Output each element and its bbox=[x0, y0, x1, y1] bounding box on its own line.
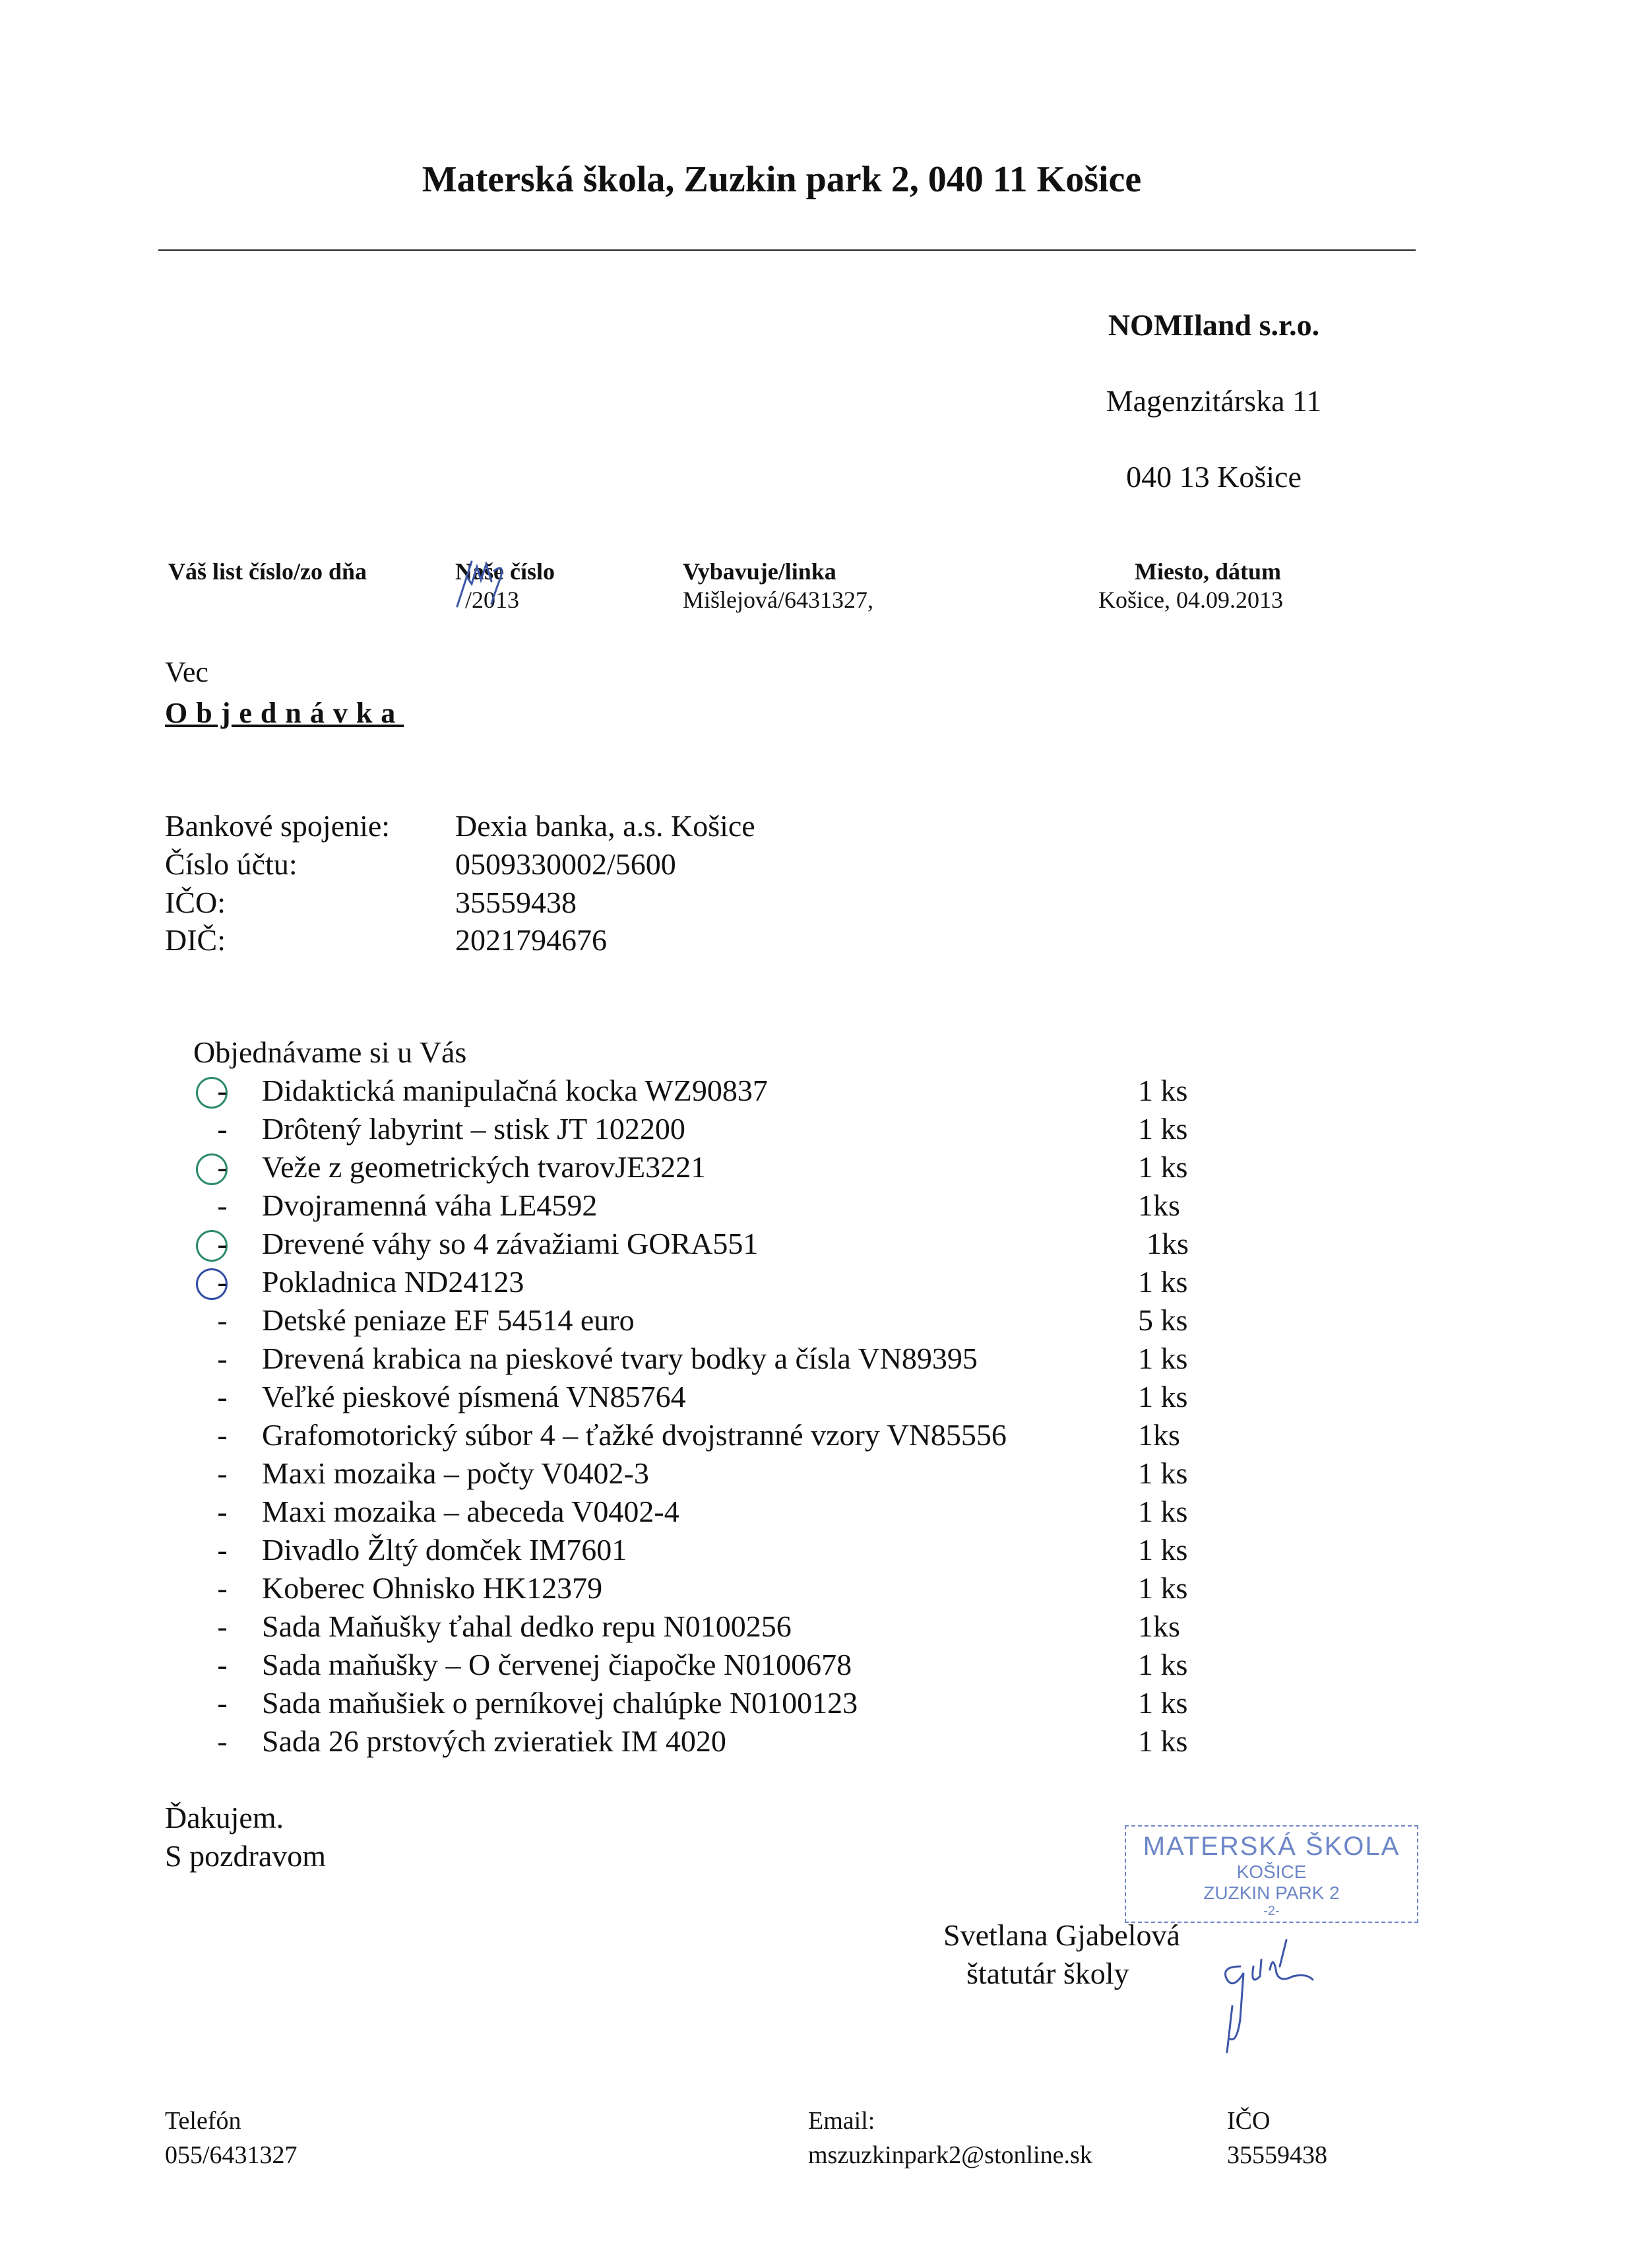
header-divider bbox=[158, 249, 1416, 251]
ico-label: IČO: bbox=[165, 886, 226, 919]
stamp-line: KOŠICE bbox=[1236, 1862, 1307, 1882]
item-quantity: 1 ks bbox=[1138, 1456, 1188, 1490]
item-name: Koberec Ohnisko HK12379 bbox=[262, 1571, 603, 1605]
ico-row bbox=[165, 885, 577, 920]
account-number-row bbox=[165, 847, 676, 882]
item-quantity: 1 ks bbox=[1138, 1724, 1188, 1758]
dic-row bbox=[165, 923, 607, 957]
item-bullet: - bbox=[217, 1495, 228, 1528]
handwritten-order-number bbox=[452, 558, 511, 610]
item-name: Drevená krabica na pieskové tvary bodky a čísla VN89395 bbox=[262, 1342, 978, 1375]
footer-ico-label: IČO bbox=[1227, 2107, 1271, 2135]
item-name: Grafomotorický súbor 4 – ťažké dvojstranné vzory VN85556 bbox=[262, 1418, 1007, 1452]
handled-by-value: Mišlejová/6431327, bbox=[683, 587, 873, 613]
recipient-city: 040 13 Košice bbox=[1126, 460, 1302, 494]
item-name: Veže z geometrických tvarovJE3221 bbox=[262, 1150, 707, 1184]
recipient-address bbox=[1029, 287, 1399, 515]
bank-value: Dexia banka, a.s. Košice bbox=[455, 809, 755, 843]
bank-label: Bankové spojenie: bbox=[165, 809, 391, 843]
item-quantity: 1ks bbox=[1138, 1418, 1180, 1452]
item-name: Drôtený labyrint – stisk JT 102200 bbox=[262, 1112, 685, 1146]
item-name: Maxi mozaika – abeceda V0402-4 bbox=[262, 1495, 679, 1528]
item-bullet: - bbox=[217, 1456, 228, 1490]
stamp-line: ZUZKIN PARK 2 bbox=[1203, 1883, 1340, 1903]
closing-regards: S pozdravom bbox=[165, 1839, 327, 1873]
item-quantity: 1 ks bbox=[1138, 1495, 1188, 1528]
item-bullet: - bbox=[217, 1724, 228, 1758]
school-stamp bbox=[1125, 1825, 1418, 1923]
signer-role: štatutár školy bbox=[966, 1957, 1129, 1990]
item-name: Drevené váhy so 4 závažiami GORA551 bbox=[262, 1227, 759, 1260]
order-intro: Objednávame si u Vás bbox=[193, 1035, 467, 1069]
item-bullet: - bbox=[217, 1418, 228, 1452]
item-name: Dvojramenná váha LE4592 bbox=[262, 1188, 598, 1222]
item-name: Maxi mozaika – počty V0402-3 bbox=[262, 1456, 649, 1490]
item-quantity: 1 ks bbox=[1138, 1648, 1188, 1681]
item-bullet: - bbox=[217, 1303, 228, 1337]
place-date-value: Košice, 04.09.2013 bbox=[1098, 587, 1283, 613]
subject-title: Objednávka bbox=[165, 697, 404, 729]
dic-label: DIČ: bbox=[165, 923, 226, 957]
handled-by-label: Vybavuje/linka bbox=[683, 558, 836, 585]
item-name: Divadlo Žltý domček IM7601 bbox=[262, 1533, 627, 1567]
item-bullet: - bbox=[217, 1533, 228, 1567]
item-bullet: - bbox=[217, 1609, 228, 1643]
item-quantity: 1 ks bbox=[1138, 1265, 1188, 1299]
place-date-label: Miesto, dátum bbox=[1135, 558, 1281, 585]
footer-ico bbox=[1227, 2104, 1327, 2172]
email-value: mszuzkinpark2@stonline.sk bbox=[808, 2141, 1092, 2169]
item-name: Pokladnica ND24123 bbox=[262, 1265, 524, 1299]
signer-name: Svetlana Gjabelová bbox=[943, 1918, 1180, 1952]
item-bullet: - bbox=[217, 1342, 228, 1375]
item-quantity: 1 ks bbox=[1138, 1686, 1188, 1720]
item-quantity: 5 ks bbox=[1138, 1303, 1188, 1337]
item-quantity: 1 ks bbox=[1138, 1112, 1188, 1146]
item-name: Detské peniaze EF 54514 euro bbox=[262, 1303, 635, 1337]
recipient-name: NOMIland s.r.o. bbox=[1108, 308, 1320, 342]
item-quantity: 1ks bbox=[1147, 1227, 1189, 1260]
account-label: Číslo účtu: bbox=[165, 847, 298, 881]
phone-value: 055/6431327 bbox=[165, 2141, 298, 2169]
stamp-line: MATERSKÁ ŠKOLA bbox=[1143, 1832, 1400, 1861]
footer-ico-value: 35559438 bbox=[1227, 2141, 1327, 2169]
closing-thanks: Ďakujem. bbox=[165, 1801, 284, 1834]
letterhead-title: Materská škola, Zuzkin park 2, 040 11 Košice bbox=[422, 159, 1142, 200]
item-bullet: - bbox=[217, 1188, 228, 1222]
subject-label: Vec bbox=[165, 656, 208, 688]
item-quantity: 1 ks bbox=[1138, 1150, 1188, 1184]
item-bullet: - bbox=[217, 1074, 228, 1107]
item-name: Sada Maňušky ťahal dedko repu N0100256 bbox=[262, 1609, 792, 1643]
item-quantity: 1ks bbox=[1138, 1609, 1180, 1643]
account-value: 0509330002/5600 bbox=[455, 847, 676, 881]
item-quantity: 1 ks bbox=[1138, 1342, 1188, 1375]
ico-value: 35559438 bbox=[455, 886, 577, 919]
our-number-label: Naše číslo bbox=[455, 558, 555, 585]
bank-connection-row bbox=[165, 808, 755, 843]
item-quantity: 1 ks bbox=[1138, 1533, 1188, 1567]
phone-label: Telefón bbox=[165, 2107, 241, 2135]
item-quantity: 1ks bbox=[1138, 1188, 1180, 1222]
stamp-line: -2- bbox=[1263, 1904, 1280, 1918]
email-label: Email: bbox=[808, 2107, 875, 2135]
item-quantity: 1 ks bbox=[1138, 1074, 1188, 1107]
item-bullet: - bbox=[217, 1686, 228, 1720]
recipient-street: Magenzitárska 11 bbox=[1106, 384, 1322, 418]
item-name: Sada maňušky – O červenej čiapočke N0100678 bbox=[262, 1648, 852, 1681]
item-bullet: - bbox=[217, 1227, 228, 1260]
dic-value: 2021794676 bbox=[455, 923, 607, 957]
item-bullet: - bbox=[217, 1265, 228, 1299]
footer-email bbox=[808, 2104, 1092, 2172]
item-bullet: - bbox=[217, 1150, 228, 1184]
item-name: Didaktická manipulačná kocka WZ90837 bbox=[262, 1074, 768, 1107]
item-name: Veľké pieskové písmená VN85764 bbox=[262, 1380, 686, 1413]
our-number-value: /2013 bbox=[465, 587, 520, 613]
item-bullet: - bbox=[217, 1648, 228, 1681]
item-quantity: 1 ks bbox=[1138, 1380, 1188, 1413]
item-quantity: 1 ks bbox=[1138, 1571, 1188, 1605]
item-bullet: - bbox=[217, 1380, 228, 1413]
footer-phone bbox=[165, 2104, 298, 2172]
item-name: Sada 26 prstových zvieratiek IM 4020 bbox=[262, 1724, 726, 1758]
handwritten-signature bbox=[1214, 1927, 1333, 2059]
item-bullet: - bbox=[217, 1571, 228, 1605]
item-bullet: - bbox=[217, 1112, 228, 1146]
your-letter-label: Váš list číslo/zo dňa bbox=[168, 558, 367, 585]
item-name: Sada maňušiek o perníkovej chalúpke N0100123 bbox=[262, 1686, 858, 1720]
